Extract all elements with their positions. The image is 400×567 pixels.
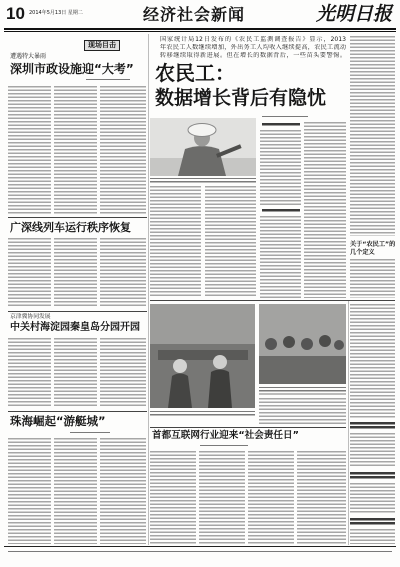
article-kicker: 遭遇特大暴雨	[10, 53, 47, 60]
body-text	[150, 451, 196, 544]
article-headline: 中关村海淀园秦皇岛分园开园	[10, 322, 140, 333]
page-number: 10	[6, 4, 25, 23]
intro-line: 年农民工人数继续增加，外出务工人均收入继续提高，农民工流动	[160, 44, 346, 51]
person-head	[283, 336, 295, 348]
intro-line: 转移继续取得新进展。但在增长的数据背后，一些苗头要警惕。	[160, 52, 346, 59]
article-headline: 广深线列车运行秩序恢复	[10, 221, 131, 234]
brief-headline	[350, 518, 395, 525]
article-divider	[150, 300, 395, 301]
article-byline	[70, 432, 110, 434]
body-text	[54, 86, 97, 214]
worker-figure	[208, 370, 232, 409]
worker-head	[213, 355, 227, 369]
section-subhead	[262, 123, 300, 126]
column-label-box: 现场目击	[84, 40, 120, 51]
article-divider	[8, 311, 147, 312]
body-text	[350, 36, 395, 236]
body-text	[260, 216, 301, 298]
worker-photo	[150, 118, 256, 176]
sidebar-title: 关于“农民工”的几个定义	[350, 241, 396, 256]
sidebar-text	[350, 259, 395, 298]
body-text	[100, 438, 146, 544]
article-divider	[8, 411, 147, 412]
footer-credits	[8, 551, 392, 553]
worker-figure	[178, 146, 226, 176]
body-text	[199, 451, 245, 544]
section-title: 经济社会新闻	[143, 5, 246, 24]
article-divider	[150, 427, 346, 428]
intro-line: 国家统计局12日发布的《农民工监测调查报告》显示，2013	[160, 36, 346, 43]
body-text	[350, 529, 395, 544]
header-rule	[4, 28, 396, 30]
body-text	[8, 238, 51, 308]
body-text	[260, 130, 301, 206]
body-text	[8, 438, 51, 544]
issue-date: 2014年5月13日 星期二	[29, 10, 83, 16]
person-head	[265, 338, 277, 350]
body-text	[350, 483, 395, 514]
article-kicker: 京津冀协同发展	[10, 314, 51, 320]
brief-headline	[350, 422, 395, 429]
masthead-logo: 光明日报	[316, 3, 393, 25]
lead-headline-line1: 农民工：	[155, 61, 235, 85]
body-text	[350, 433, 395, 468]
body-text	[8, 86, 51, 214]
body-text	[297, 451, 346, 544]
article-divider	[8, 217, 147, 218]
body-text	[100, 338, 146, 408]
body-text	[350, 304, 395, 418]
article-intro	[160, 36, 346, 60]
person-head	[301, 338, 313, 350]
group-photo	[259, 304, 346, 384]
article-headline: 深圳市政设施迎“大考”	[10, 62, 134, 76]
person-head	[334, 340, 344, 350]
article-byline	[262, 116, 308, 118]
body-text	[54, 438, 97, 544]
body-text	[54, 238, 97, 308]
body-text	[150, 186, 201, 298]
photo-caption	[150, 178, 256, 183]
body-text	[259, 398, 346, 424]
article-byline	[86, 79, 130, 81]
article-headline: 珠海崛起“游艇城”	[10, 414, 106, 428]
photo-machinery	[158, 350, 248, 360]
photo-caption	[259, 387, 346, 395]
body-text	[205, 186, 256, 298]
photo-wall	[150, 304, 255, 344]
section-subhead	[262, 209, 300, 212]
photo-crowd	[259, 356, 346, 384]
body-text	[54, 338, 97, 408]
brief-headline	[350, 472, 395, 479]
body-text	[100, 86, 146, 214]
header-rule-thin	[4, 31, 396, 32]
article-byline	[200, 445, 248, 447]
factory-workers-photo	[150, 304, 255, 408]
column-divider	[148, 34, 149, 545]
article-headline: 首都互联网行业迎来“社会责任日”	[152, 430, 299, 441]
lead-headline-line2: 数据增长背后有隐忧	[155, 87, 327, 109]
hard-hat	[188, 124, 216, 137]
column-divider	[348, 300, 349, 545]
body-text	[100, 238, 146, 308]
person-head	[319, 335, 331, 347]
worker-head	[173, 359, 187, 373]
body-text	[304, 122, 346, 298]
body-text	[8, 338, 51, 408]
photo-caption	[150, 411, 255, 416]
footer-rule	[4, 546, 396, 547]
body-text	[248, 451, 294, 544]
